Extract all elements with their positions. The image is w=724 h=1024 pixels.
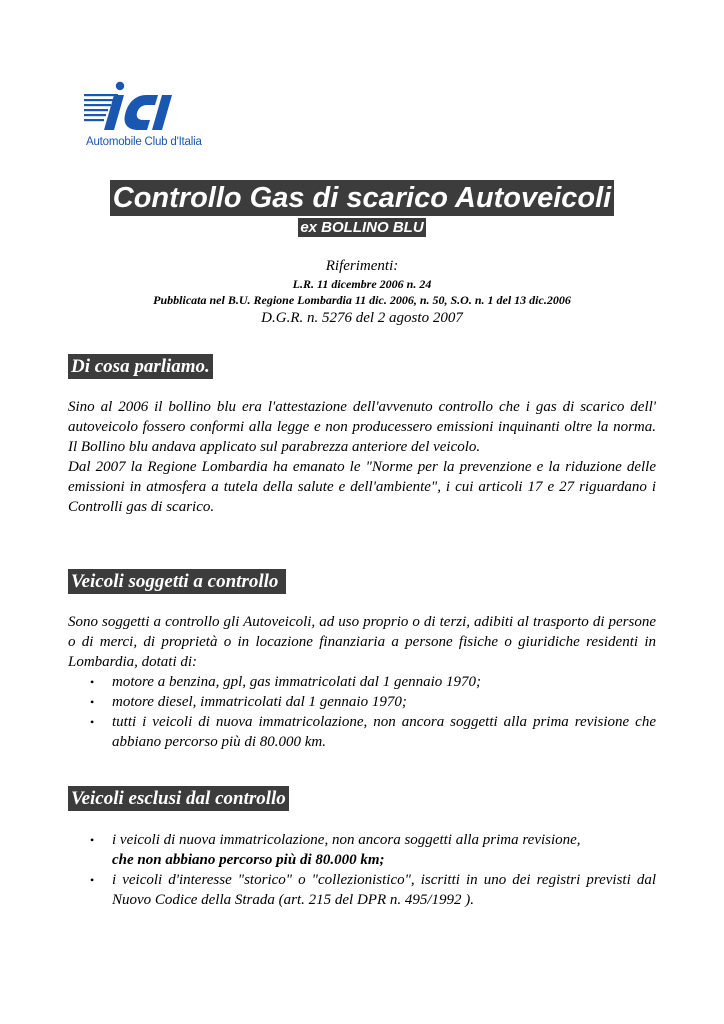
aci-logo-mark — [84, 78, 174, 134]
paragraph: Dal 2007 la Regione Lombardia ha emanato le "Norme per la prevenzione e la riduzione delle emissioni in atmosfera a tutela della salute e dell'ambiente", i cui articoli 17 e 27 riguardano i Controlli gas di scarico. — [68, 459, 656, 515]
reference-dgr: D.G.R. n. 5276 del 2 agosto 2007 — [261, 310, 463, 326]
list-item: • motore diesel, immatricolati dal 1 gennaio 1970; — [90, 694, 407, 710]
bullet-icon: • — [90, 675, 95, 689]
list-item: • motore a benzina, gpl, gas immatricolati dal 1 gennaio 1970; — [90, 674, 482, 690]
list-item: • tutti i veicoli di nuova immatricolazione, non ancora soggetti alla prima revisione che abbiano percorso più di 80.000 km. — [90, 714, 656, 750]
list-item: • i veicoli d'interesse "storico" o "collezionistico", iscritti in uno dei registri previsti dal Nuovo Codice della Strada (art. 215 del DPR n. 495/1992 ). — [90, 872, 656, 908]
bullet-icon: • — [90, 873, 95, 887]
section-heading-veicoli-esclusi: Veicoli esclusi dal controllo — [68, 786, 289, 811]
section-heading-veicoli-soggetti: Veicoli soggetti a controllo — [68, 569, 286, 594]
title-block — [0, 180, 724, 216]
reference-publication: Pubblicata nel B.U. Regione Lombardia 11 dic. 2006, n. 50, S.O. n. 1 del 13 dic.2006 — [153, 293, 571, 307]
bullet-icon: • — [90, 833, 95, 847]
bullet-icon: • — [90, 715, 95, 729]
paragraph: Sino al 2006 il bollino blu era l'attestazione dell'avvenuto controllo che i gas di scarico dell' autoveicolo fossero conformi alla legge e non producessero emissioni inquinanti oltre la norma. Il Bollino blu andava applicato sul parabrezza anteriore del veicolo. — [68, 399, 656, 455]
paragraph: Sono soggetti a controllo gli Autoveicoli, ad uso proprio o di terzi, adibiti al trasporto di persone o di merci, di proprietà o in locazione finanziaria a persone fisiche o giuridiche residenti in Lombardia, dotati di: — [68, 614, 656, 670]
references-heading: Riferimenti: — [325, 258, 399, 274]
subtitle-block — [0, 218, 724, 237]
page-subtitle: ex BOLLINO BLU — [300, 219, 424, 236]
section-intro-veicoli-soggetti — [68, 612, 656, 672]
list-veicoli-esclusi — [68, 830, 656, 910]
logo-wordmark: Automobile Club d'Italia — [86, 136, 202, 148]
section-heading-di-cosa-parliamo: Di cosa parliamo. — [68, 354, 213, 379]
page-title: Controllo Gas di scarico Autoveicoli — [110, 180, 614, 216]
reference-law: L.R. 11 dicembre 2006 n. 24 — [292, 277, 432, 291]
list-veicoli-soggetti — [68, 672, 656, 752]
section-body-di-cosa-parliamo — [68, 397, 656, 517]
bullet-icon: • — [90, 695, 95, 709]
list-item: • i veicoli di nuova immatricolazione, non ancora soggetti alla prima revisione, che non abbiano percorso più di 80.000 km; — [90, 832, 581, 868]
aci-logo — [84, 78, 224, 154]
